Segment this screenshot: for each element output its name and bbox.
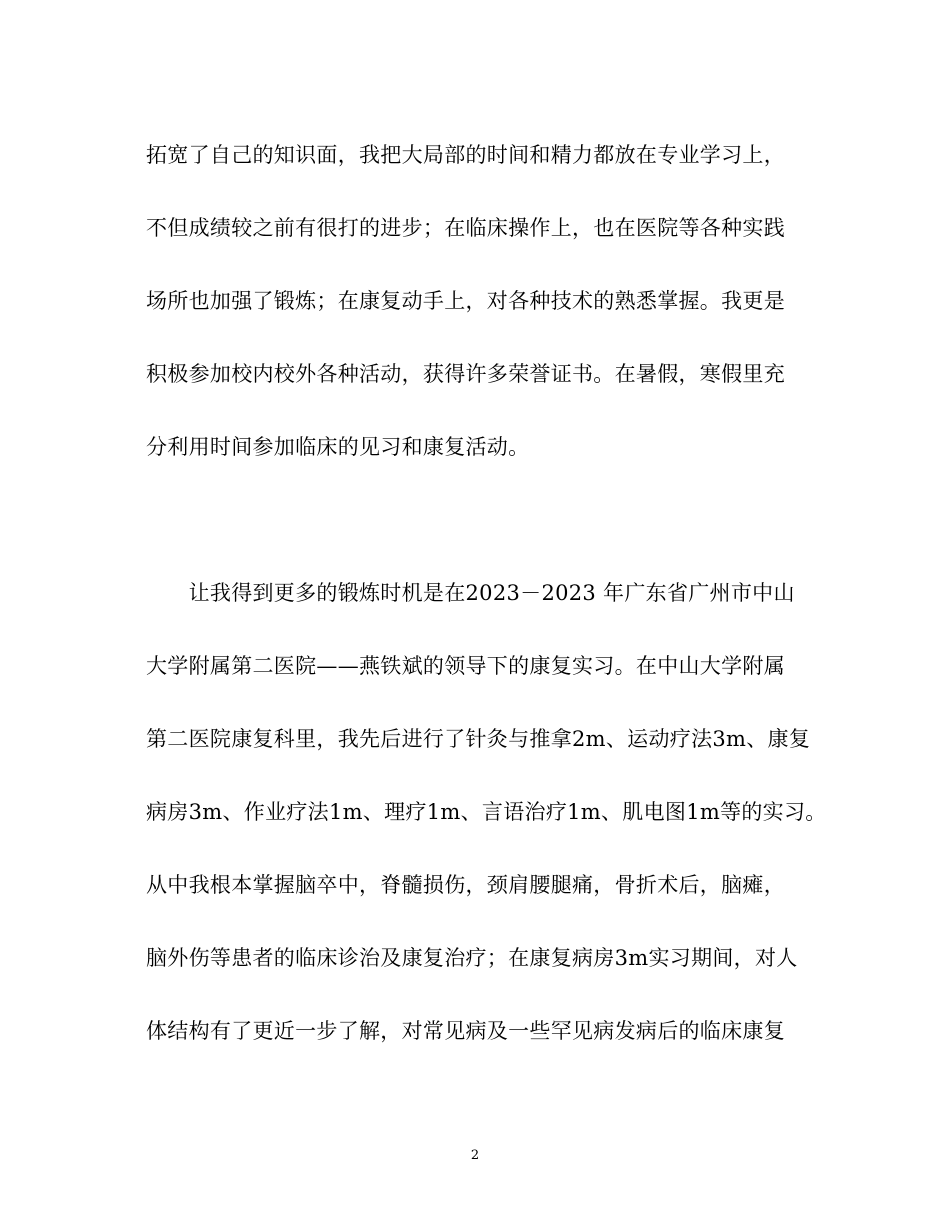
text-line: 从中我根本掌握脑卒中，脊髓损伤，颈肩腰腿痛，骨折术后，脑瘫，: [146, 873, 785, 897]
text-line: 场所也加强了锻炼；在康复动手上，对各种技术的熟悉掌握。我更是: [146, 289, 785, 313]
text-line: 积极参加校内校外各种活动，获得许多荣誉证书。在暑假，寒假里充: [146, 362, 785, 386]
text-line: 不但成绩较之前有很打的进步；在临床操作上，也在医院等各种实践: [146, 216, 785, 240]
text-line: 病房3m、作业疗法1m、理疗1m、言语治疗1m、肌电图1m等的实习。: [146, 800, 827, 824]
text-line: 让我得到更多的锻炼时机是在2023－2023 年广东省广州市中山: [146, 581, 795, 605]
text-line: 体结构有了更近一步了解，对常见病及一些罕见病发病后的临床康复: [146, 1019, 785, 1043]
text-line: 分利用时间参加临床的见习和康复活动。: [146, 435, 530, 459]
text-line: 脑外伤等患者的临床诊治及康复治疗；在康复病房3m实习期间，对人: [146, 946, 798, 970]
text-line: 拓宽了自己的知识面，我把大局部的时间和精力都放在专业学习上，: [146, 143, 785, 167]
text-line: 大学附属第二医院——燕铁斌的领导下的康复实习。在中山大学附属: [146, 654, 785, 678]
text-line: 第二医院康复科里，我先后进行了针灸与推拿2m、运动疗法3m、康复: [146, 727, 811, 751]
page-number: 2: [470, 1148, 480, 1163]
